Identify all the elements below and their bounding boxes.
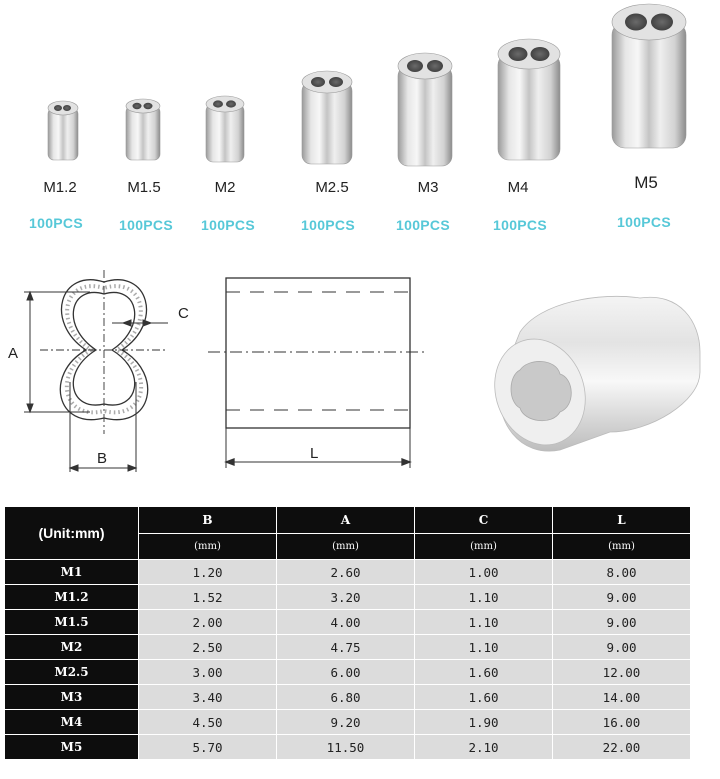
spec-table xyxy=(4,506,691,760)
size-label-m4: M4 xyxy=(507,179,529,196)
table-row xyxy=(5,585,691,610)
label-b: B xyxy=(97,450,108,467)
qty-label-m2: 100PCS xyxy=(201,217,255,233)
qty-label-m2-5: 100PCS xyxy=(301,217,355,233)
size-label-m1-5: M1.5 xyxy=(127,179,161,196)
row-label: M2 xyxy=(5,635,139,660)
column-header-c: C xyxy=(415,507,553,534)
table-row xyxy=(5,685,691,710)
qty-label-m1-5: 100PCS xyxy=(119,217,173,233)
cell-l: 16.00 xyxy=(553,710,691,735)
cell-l: 12.00 xyxy=(553,660,691,685)
cell-b: 2.00 xyxy=(139,610,277,635)
cell-a: 6.80 xyxy=(277,685,415,710)
sleeve-m3-image xyxy=(398,53,452,166)
cell-c: 1.10 xyxy=(415,635,553,660)
cross-section-drawing xyxy=(40,270,168,434)
cell-a: 6.00 xyxy=(277,660,415,685)
cell-l: 9.00 xyxy=(553,635,691,660)
column-header-l: L xyxy=(553,507,691,534)
table-row xyxy=(5,660,691,685)
table-header-row xyxy=(5,507,691,534)
cell-c: 1.90 xyxy=(415,710,553,735)
cell-l: 14.00 xyxy=(553,685,691,710)
table-row xyxy=(5,610,691,635)
sleeve-m1-5-image xyxy=(126,99,160,160)
size-label-m2-5: M2.5 xyxy=(315,179,349,196)
column-unit-b: (mm) xyxy=(139,533,277,560)
cell-b: 4.50 xyxy=(139,710,277,735)
cell-c: 1.60 xyxy=(415,660,553,685)
cell-a: 11.50 xyxy=(277,735,415,760)
table-row xyxy=(5,635,691,660)
product-photos xyxy=(0,0,720,245)
sleeve-m5-image xyxy=(612,4,686,148)
row-label: M3 xyxy=(5,685,139,710)
row-label: M1.5 xyxy=(5,610,139,635)
sleeve-m2-5-image xyxy=(302,71,352,164)
cell-l: 22.00 xyxy=(553,735,691,760)
row-label: M1.2 xyxy=(5,585,139,610)
cell-b: 1.20 xyxy=(139,560,277,585)
dimension-diagram xyxy=(0,262,720,494)
cell-b: 3.40 xyxy=(139,685,277,710)
row-label: M1 xyxy=(5,560,139,585)
qty-label-m3: 100PCS xyxy=(396,217,450,233)
cell-b: 5.70 xyxy=(139,735,277,760)
cell-l: 9.00 xyxy=(553,585,691,610)
cell-l: 9.00 xyxy=(553,610,691,635)
cell-a: 2.60 xyxy=(277,560,415,585)
cell-a: 4.75 xyxy=(277,635,415,660)
column-unit-c: (mm) xyxy=(415,533,553,560)
qty-label-m4: 100PCS xyxy=(493,217,547,233)
cell-a: 4.00 xyxy=(277,610,415,635)
column-header-b: B xyxy=(139,507,277,534)
row-label: M4 xyxy=(5,710,139,735)
size-label-m1-2: M1.2 xyxy=(43,179,77,196)
sleeve-3d-image xyxy=(480,296,700,457)
cell-a: 9.20 xyxy=(277,710,415,735)
cell-b: 2.50 xyxy=(139,635,277,660)
table-row xyxy=(5,710,691,735)
column-header-a: A xyxy=(277,507,415,534)
cell-b: 3.00 xyxy=(139,660,277,685)
column-unit-a: (mm) xyxy=(277,533,415,560)
sleeve-m4-image xyxy=(498,39,560,160)
size-label-m2: M2 xyxy=(214,179,236,196)
cell-c: 1.10 xyxy=(415,585,553,610)
sleeve-m1-2-image xyxy=(48,101,78,160)
side-view-drawing xyxy=(208,278,428,468)
cell-c: 2.10 xyxy=(415,735,553,760)
sleeve-m2-image xyxy=(206,96,244,162)
table-row xyxy=(5,735,691,760)
cell-c: 1.00 xyxy=(415,560,553,585)
column-unit-l: (mm) xyxy=(553,533,691,560)
cell-l: 8.00 xyxy=(553,560,691,585)
label-a: A xyxy=(8,345,19,362)
size-label-m5: M5 xyxy=(634,173,658,192)
unit-header: (Unit:mm) xyxy=(5,507,139,560)
cell-a: 3.20 xyxy=(277,585,415,610)
qty-label-m5: 100PCS xyxy=(617,214,671,230)
cell-c: 1.10 xyxy=(415,610,553,635)
cell-c: 1.60 xyxy=(415,685,553,710)
qty-label-m1-2: 100PCS xyxy=(29,215,83,231)
table-row xyxy=(5,560,691,585)
label-c: C xyxy=(178,305,189,322)
cell-b: 1.52 xyxy=(139,585,277,610)
size-label-m3: M3 xyxy=(417,179,439,196)
row-label: M5 xyxy=(5,735,139,760)
label-l: L xyxy=(310,445,319,462)
row-label: M2.5 xyxy=(5,660,139,685)
